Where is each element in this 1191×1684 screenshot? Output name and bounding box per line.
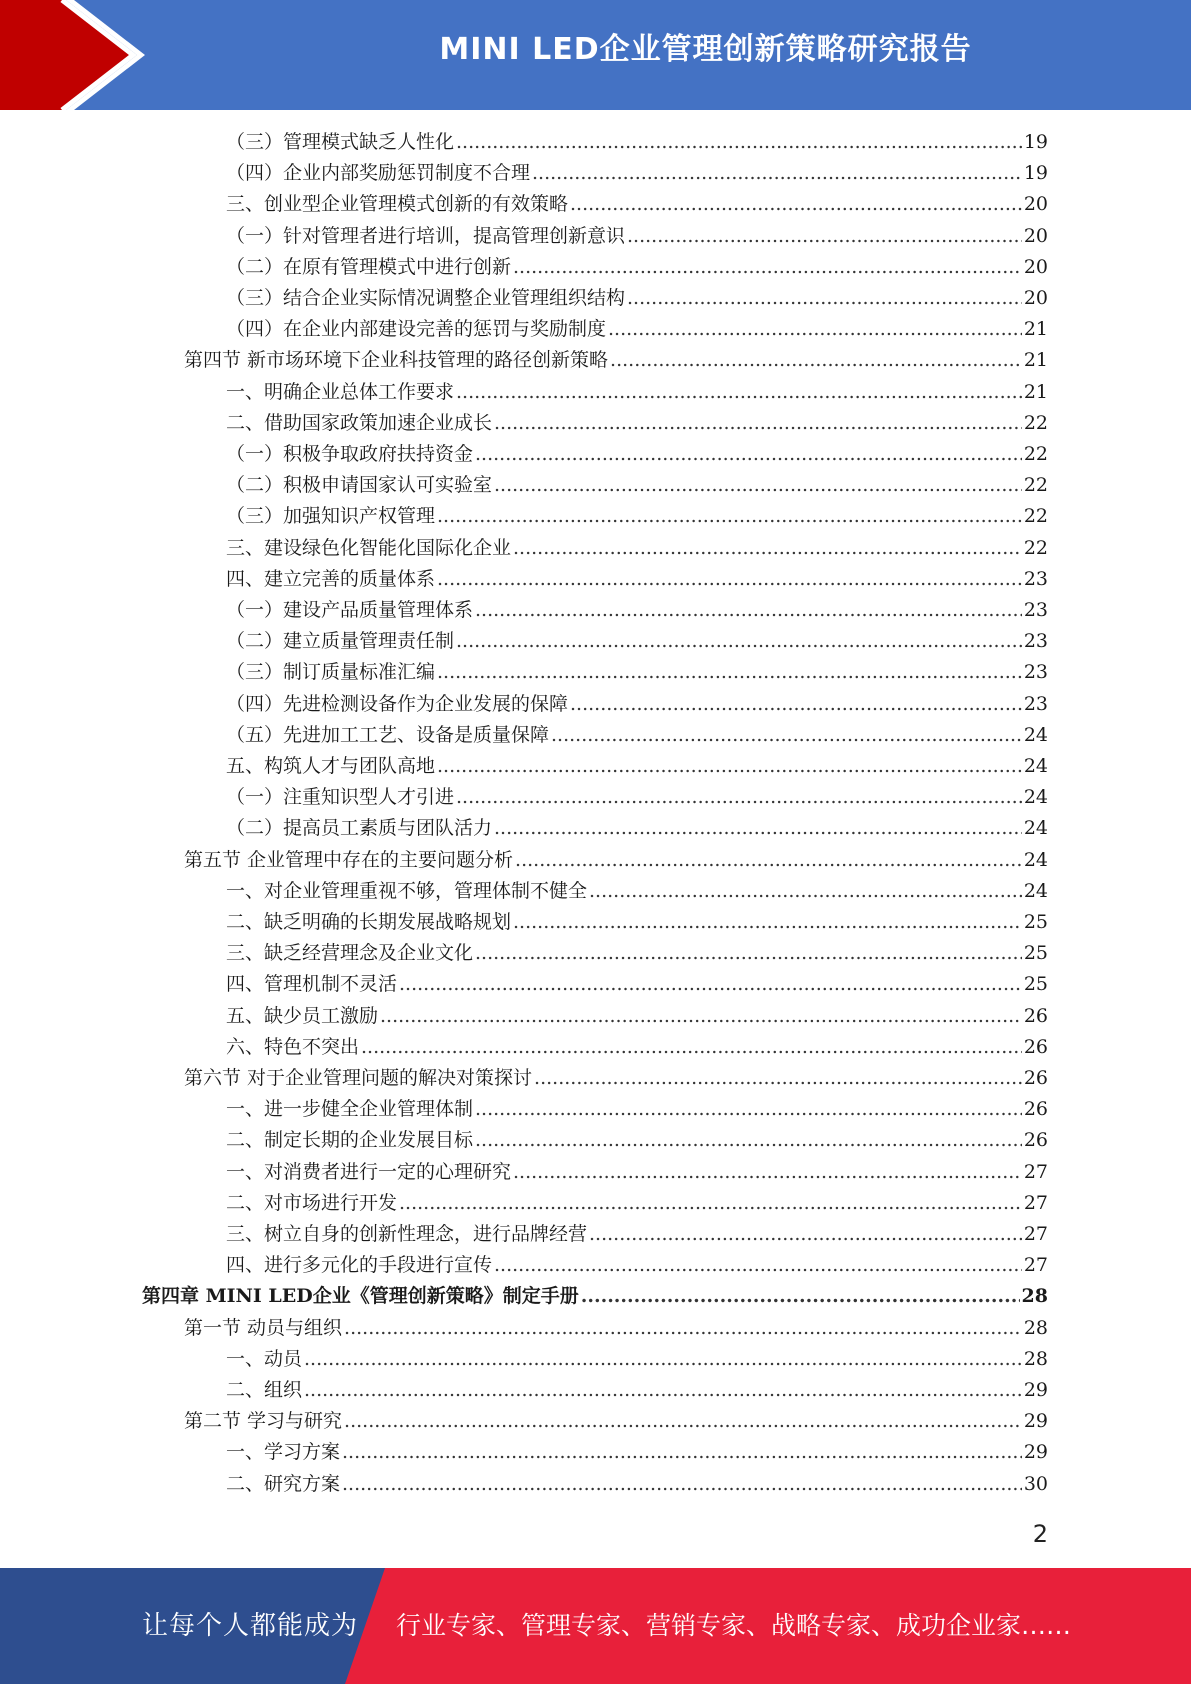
toc-entry[interactable] (226, 751, 1048, 782)
toc-entry[interactable] (226, 938, 1048, 969)
toc-dot-leader (437, 501, 1022, 532)
toc-entry-title: （一）针对管理者进行培训，提高管理创新意识 (226, 224, 626, 247)
toc-entry-title: 第四节 新市场环境下企业科技管理的路径创新策略 (184, 349, 609, 372)
toc-entry-title: 二、研究方案 (226, 1472, 341, 1495)
toc-entry-title: 三、树立自身的创新性理念，进行品牌经营 (226, 1223, 588, 1245)
toc-entry-page: 26 (1023, 1035, 1048, 1058)
toc-entry[interactable] (226, 470, 1048, 501)
toc-dot-leader (437, 657, 1022, 688)
toc-entry[interactable] (184, 1406, 1048, 1437)
toc-entry-page: 24 (1023, 848, 1048, 871)
toc-entry[interactable] (226, 533, 1048, 564)
toc-entry-page: 26 (1023, 1004, 1048, 1027)
toc-entry-title: 一、明确企业总体工作要求 (226, 380, 455, 403)
toc-dot-leader (627, 221, 1022, 252)
toc-dot-leader (456, 377, 1022, 408)
toc-entry-page: 24 (1023, 879, 1048, 902)
toc-entry-page: 21 (1023, 349, 1048, 372)
toc-dot-leader (589, 876, 1022, 907)
toc-entry-page: 30 (1023, 1472, 1048, 1495)
toc-dot-leader (456, 782, 1022, 813)
toc-entry-title: 第二节 学习与研究 (184, 1410, 343, 1433)
toc-entry-title: （一）注重知识型人才引进 (226, 786, 455, 809)
toc-dot-leader (456, 127, 1022, 158)
toc-entry-title: （三）加强知识产权管理 (226, 505, 436, 528)
toc-dot-leader (513, 907, 1022, 938)
toc-entry-title: 三、建设绿色化智能化国际化企业 (226, 536, 512, 559)
toc-entry[interactable] (226, 1032, 1048, 1063)
toc-entry-title: （三）结合企业实际情况调整企业管理组织结构 (226, 287, 626, 309)
toc-entry[interactable] (226, 1094, 1048, 1125)
toc-entry-title: 第一节 动员与组织 (184, 1316, 343, 1339)
toc-entry-title: （一）积极争取政府扶持资金 (226, 443, 474, 465)
toc-dot-leader (399, 1188, 1022, 1219)
toc-dot-leader (610, 345, 1022, 376)
toc-entry[interactable] (226, 252, 1048, 283)
toc-entry-title: （四）在企业内部建设完善的惩罚与奖励制度 (226, 318, 607, 341)
page-header (0, 0, 1191, 110)
toc-dot-leader (494, 470, 1022, 501)
toc-entry-page: 27 (1023, 1254, 1048, 1277)
toc-entry[interactable] (226, 876, 1048, 907)
footer-slogan-left: 让每个人都能成为 (142, 1611, 359, 1641)
toc-entry-page: 28 (1023, 1316, 1048, 1339)
toc-entry-page: 29 (1023, 1410, 1048, 1433)
toc-entry-title: 一、学习方案 (226, 1441, 341, 1464)
toc-entry-title: 一、对消费者进行一定的心理研究 (226, 1160, 512, 1183)
toc-entry-page: 29 (1023, 1379, 1048, 1401)
toc-entry-page: 23 (1023, 567, 1048, 590)
toc-dot-leader (581, 1281, 1020, 1312)
toc-dot-leader (532, 158, 1022, 189)
toc-entry[interactable] (184, 1313, 1048, 1344)
toc-dot-leader (534, 1063, 1022, 1094)
toc-entry[interactable] (226, 626, 1048, 657)
toc-dot-leader (437, 751, 1022, 782)
toc-entry-title: 四、建立完善的质量体系 (226, 567, 436, 590)
toc-entry-page: 24 (1023, 817, 1048, 840)
page-number: 2 (1032, 1520, 1048, 1548)
toc-entry-title: 二、制定长期的企业发展目标 (226, 1129, 474, 1152)
toc-entry-page: 23 (1023, 599, 1048, 621)
toc-entry-page: 19 (1023, 131, 1048, 153)
toc-entry[interactable] (226, 158, 1048, 189)
toc-entry[interactable] (184, 345, 1048, 376)
toc-entry-page: 26 (1023, 1098, 1048, 1121)
toc-entry[interactable] (226, 439, 1048, 470)
toc-entry[interactable] (226, 221, 1048, 252)
toc-entry[interactable] (226, 564, 1048, 595)
toc-entry-page: 25 (1023, 973, 1048, 996)
toc-entry-page: 20 (1023, 193, 1048, 216)
toc-entry-page: 25 (1023, 942, 1048, 965)
toc-entry-page: 24 (1023, 786, 1048, 809)
toc-dot-leader (551, 720, 1022, 751)
toc-dot-leader (570, 189, 1022, 220)
toc-dot-leader (494, 408, 1022, 439)
toc-dot-leader (437, 564, 1022, 595)
toc-entry-title: （二）积极申请国家认可实验室 (226, 474, 493, 497)
toc-dot-leader (304, 1375, 1022, 1406)
toc-entry-title: 一、对企业管理重视不够，管理体制不健全 (226, 879, 588, 902)
toc-dot-leader (570, 689, 1022, 720)
toc-entry-page: 22 (1023, 505, 1048, 528)
toc-dot-leader (399, 969, 1022, 1000)
toc-entry-page: 26 (1023, 1067, 1048, 1089)
toc-entry-title: 第四章 MINI LED企业《管理创新策略》制定手册 (142, 1285, 579, 1308)
toc-entry-page: 22 (1023, 536, 1048, 559)
toc-dot-leader (344, 1406, 1022, 1437)
toc-entry[interactable] (142, 1281, 1048, 1312)
toc-entry-page: 27 (1023, 1160, 1048, 1183)
toc-entry-page: 25 (1023, 911, 1048, 933)
toc-entry[interactable] (226, 314, 1048, 345)
toc-entry[interactable] (226, 189, 1048, 220)
toc-entry[interactable] (184, 1063, 1048, 1094)
document-title: MINI LED企业管理创新策略研究报告 (439, 32, 972, 67)
toc-entry[interactable] (226, 283, 1048, 314)
toc-dot-leader (361, 1032, 1022, 1063)
toc-dot-leader (515, 845, 1022, 876)
toc-entry[interactable] (226, 377, 1048, 408)
toc-entry[interactable] (226, 1469, 1048, 1500)
toc-entry-title: （三）管理模式缺乏人性化 (226, 131, 455, 153)
toc-entry-title: 五、缺少员工激励 (226, 1004, 379, 1027)
header-arrow-icon (0, 0, 160, 110)
toc-entry-title: 二、对市场进行开发 (226, 1191, 398, 1214)
toc-entry-title: 四、管理机制不灵活 (226, 973, 398, 996)
toc-entry-page: 27 (1023, 1191, 1048, 1214)
toc-entry-title: 第六节 对于企业管理问题的解决对策探讨 (184, 1067, 533, 1089)
toc-dot-leader (344, 1313, 1022, 1344)
toc-entry-page: 23 (1023, 692, 1048, 715)
toc-entry[interactable] (226, 408, 1048, 439)
toc-entry[interactable] (184, 845, 1048, 876)
toc-entry[interactable] (226, 813, 1048, 844)
toc-entry-title: （二）在原有管理模式中进行创新 (226, 255, 512, 278)
toc-entry-title: 四、进行多元化的手段进行宣传 (226, 1254, 493, 1277)
toc-entry-title: 二、组织 (226, 1379, 303, 1401)
toc-entry-page: 20 (1023, 287, 1048, 309)
toc-entry[interactable] (226, 1344, 1048, 1375)
toc-entry-page: 21 (1023, 318, 1048, 341)
toc-dot-leader (494, 813, 1022, 844)
toc-entry-title: （三）制订质量标准汇编 (226, 661, 436, 684)
toc-dot-leader (513, 252, 1022, 283)
toc-entry-page: 22 (1023, 443, 1048, 465)
toc-entry-title: （二）提高员工素质与团队活力 (226, 817, 493, 840)
toc-entry-title: 二、缺乏明确的长期发展战略规划 (226, 911, 512, 933)
toc-entry-page: 23 (1023, 661, 1048, 684)
toc-dot-leader (494, 1250, 1022, 1281)
toc-dot-leader (342, 1469, 1022, 1500)
toc-dot-leader (513, 1157, 1022, 1188)
toc-dot-leader (456, 626, 1022, 657)
toc-entry[interactable] (226, 1188, 1048, 1219)
toc-entry-page: 20 (1023, 255, 1048, 278)
toc-entry-title: 三、创业型企业管理模式创新的有效策略 (226, 193, 569, 216)
toc-entry[interactable] (226, 1250, 1048, 1281)
footer-slogan-right: 行业专家、管理专家、营销专家、战略专家、成功企业家…… (396, 1611, 1072, 1640)
toc-dot-leader (475, 1094, 1022, 1125)
toc-entry-title: 六、特色不突出 (226, 1035, 360, 1058)
toc-entry-page: 19 (1023, 162, 1048, 185)
toc-entry[interactable] (226, 501, 1048, 532)
toc-entry[interactable] (226, 720, 1048, 751)
toc-entry-page: 29 (1023, 1441, 1048, 1464)
toc-entry-title: 第五节 企业管理中存在的主要问题分析 (184, 848, 514, 871)
toc-entry[interactable] (226, 595, 1048, 626)
toc-entry[interactable] (226, 689, 1048, 720)
toc-entry-page: 24 (1023, 755, 1048, 777)
toc-entry[interactable] (226, 127, 1048, 158)
toc-entry-title: 三、缺乏经营理念及企业文化 (226, 942, 474, 965)
toc-entry-page: 22 (1023, 411, 1048, 434)
toc-entry-title: （四）先进检测设备作为企业发展的保障 (226, 692, 569, 715)
toc-entry[interactable] (226, 969, 1048, 1000)
toc-entry[interactable] (226, 907, 1048, 938)
toc-entry[interactable] (226, 657, 1048, 688)
toc-dot-leader (475, 595, 1022, 626)
toc-entry-page: 26 (1023, 1129, 1048, 1152)
toc-entry[interactable] (226, 1219, 1048, 1250)
toc-entry-page: 21 (1023, 380, 1048, 403)
toc-entry-title: （二）建立质量管理责任制 (226, 630, 455, 653)
toc-entry-title: （四）企业内部奖励惩罚制度不合理 (226, 162, 531, 185)
toc-entry-title: 五、构筑人才与团队高地 (226, 755, 436, 777)
toc-dot-leader (513, 533, 1022, 564)
toc-dot-leader (608, 314, 1022, 345)
toc-entry-title: （一）建设产品质量管理体系 (226, 599, 474, 621)
toc-dot-leader (589, 1219, 1022, 1250)
toc-entry-page: 24 (1023, 723, 1048, 746)
toc-entry[interactable] (226, 1125, 1048, 1156)
toc-entry-page: 20 (1023, 224, 1048, 247)
toc-entry[interactable] (226, 782, 1048, 813)
toc-dot-leader (304, 1344, 1022, 1375)
toc-dot-leader (475, 1125, 1022, 1156)
toc-entry-title: 一、动员 (226, 1347, 303, 1370)
toc-entry-title: （五）先进加工工艺、设备是质量保障 (226, 723, 550, 746)
toc-entry[interactable] (226, 1437, 1048, 1468)
toc-dot-leader (475, 439, 1022, 470)
toc-dot-leader (475, 938, 1022, 969)
toc-entry-page: 27 (1023, 1223, 1048, 1245)
toc-entry-title: 一、进一步健全企业管理体制 (226, 1098, 474, 1121)
toc-entry-title: 二、借助国家政策加速企业成长 (226, 411, 493, 434)
toc-entry[interactable] (226, 1001, 1048, 1032)
page-footer (0, 1568, 1191, 1684)
toc-dot-leader (380, 1001, 1022, 1032)
toc-entry-page: 22 (1023, 474, 1048, 497)
toc-dot-leader (342, 1437, 1022, 1468)
toc-entry[interactable] (226, 1157, 1048, 1188)
toc-entry-page: 28 (1023, 1347, 1048, 1370)
toc-dot-leader (627, 283, 1022, 314)
toc-entry-page: 28 (1021, 1285, 1048, 1308)
toc-entry[interactable] (226, 1375, 1048, 1406)
toc-entry-page: 23 (1023, 630, 1048, 653)
